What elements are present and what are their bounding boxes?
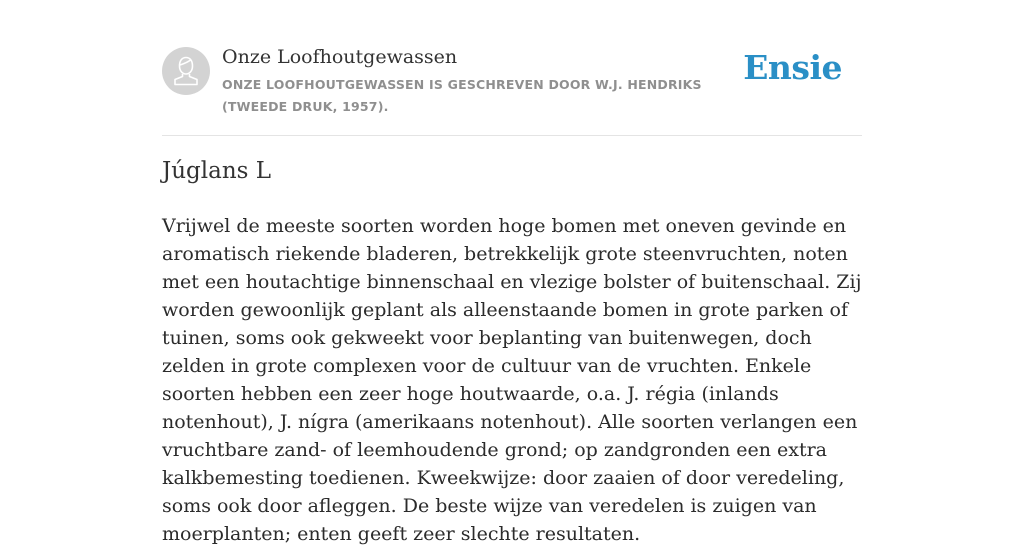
article-body: Vrijwel de meeste soorten worden hoge bomen met oneven gevinde en aromatisch riekende bladeren, betrekkelijk grote steenvruchten, noten met een houtachtige binnenschaal en vlezige bolster of buitenschaal. Zij worden gewoonlijk geplant als alleenstaande bomen in grote parken of tuinen, soms ook gekweekt voor beplanting van buitenwegen, doch zelden in grote complexen voor de cultuur van de vruchten. Enkele soorten hebben een zeer hoge houtwaarde, o.a. J. régia (inlands notenhout), J. nígra (amerikaans notenhout). Alle soorten verlangen een vruchtbare zand- of leemhoudende grond; op zandgronden een extra kalkbemesting toedienen. Kweekwijze: door zaaien of door veredeling, soms ook door afleggen. De beste wijze van veredelen is zuigen van moerplanten; enten geeft zeer slechte resultaten. [162, 215, 862, 545]
ensie-logo[interactable]: Ensie [743, 48, 842, 87]
source-title[interactable]: Onze Loofhoutgewassen [222, 46, 458, 68]
source-description: ONZE LOOFHOUTGEWASSEN IS GESCHREVEN DOOR W.J. HENDRIKS (TWEEDE DRUK, 1957). [222, 77, 702, 114]
user-avatar-icon[interactable] [162, 47, 210, 95]
header-divider [162, 135, 862, 136]
source-header [162, 44, 862, 135]
article-title: Júglans L [162, 158, 272, 184]
